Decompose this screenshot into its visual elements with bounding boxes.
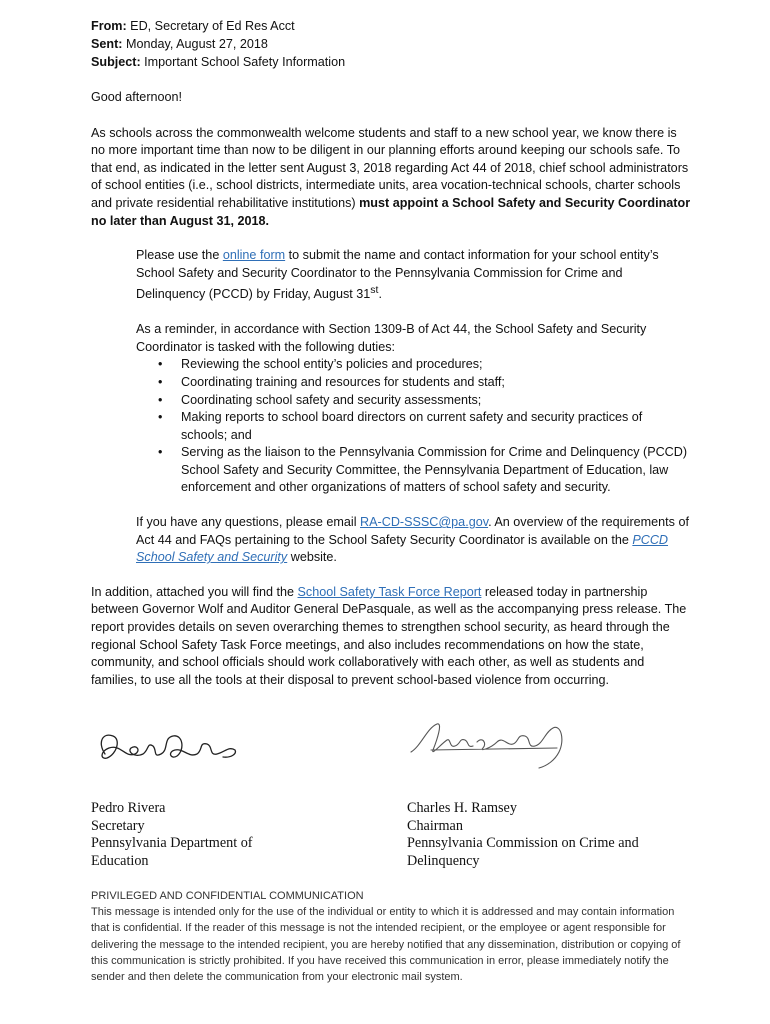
- signatory-org: Pennsylvania Commission on Crime and Delinquency: [407, 835, 639, 869]
- bullet-icon: •: [158, 357, 163, 372]
- duties-list: [136, 356, 691, 497]
- online-form-paragraph: Please use the online form to submit the name and contact information for your school entity’s School Safety and Security Coordinator to the Pennsylvania Commission for Crime and Delinquency (PCCD) by Friday, August 31st.: [136, 248, 659, 302]
- list-item: • Coordinating school safety and security assessments;: [136, 392, 691, 410]
- bullet-icon: •: [158, 445, 163, 460]
- pccd-website-link[interactable]: PCCD School Safety and Security: [136, 532, 669, 565]
- ramsey-signature-icon: [407, 718, 587, 774]
- bullet-icon: •: [158, 374, 163, 389]
- signatory-rivera: [91, 800, 281, 870]
- signatures-section: [91, 718, 711, 878]
- questions-paragraph: If you have any questions, please email RA-CD-SSSC@pa.gov. An overview of the requirements of Act 44 and FAQs pertaining to the School Safety Security Coordinator is available on the PCCD School Safety and Security website.: [136, 515, 689, 565]
- signatory-name: Charles H. Ramsey: [407, 800, 517, 816]
- greeting: Good afternoon!: [91, 90, 183, 104]
- from-line: From: ED, Secretary of Ed Res Acct: [91, 19, 295, 33]
- list-item: • Making reports to school board directors on current safety and security practices of schools; and: [158, 410, 643, 442]
- deadline-emphasis: must appoint a School Safety and Security Coordinator no later than August 31, 2018.: [91, 195, 691, 228]
- signatory-name: Pedro Rivera: [91, 800, 166, 816]
- list-item: • Coordinating training and resources for students and staff;: [136, 374, 691, 392]
- rivera-signature-icon: [91, 724, 241, 774]
- online-form-link[interactable]: online form: [222, 248, 286, 263]
- signatory-title: Chairman: [407, 817, 463, 834]
- signatory-title: Secretary: [91, 817, 145, 834]
- bullet-icon: •: [158, 410, 163, 425]
- reminder-section: [136, 321, 691, 497]
- intro-paragraph: As schools across the commonwealth welcome students and staff to a new school year, we know there is no more important time than now to be diligent in our planning efforts around keeping our schools safe. To that end, as indicated in the letter sent August 3, 2018 regarding Act 44 of 2018, chief school administrators of school entities (i.e., school districts, intermediate units, area vocation-technical schools, charter schools and private residential rehabilitative institutions) must appoint a School Safety and Security Coordinator no later than August 31, 2018.: [91, 125, 691, 228]
- bullet-icon: •: [158, 392, 163, 407]
- task-force-report-link[interactable]: School Safety Task Force Report: [297, 584, 482, 599]
- list-item: • Serving as the liaison to the Pennsylvania Commission for Crime and Delinquency (PCCD) School Safety and Security Committee, the Pennsylvania Department of Education, law enforcement and other organizations of matters of school safety and security.: [158, 445, 688, 495]
- reminder-intro: As a reminder, in accordance with Section 1309-B of Act 44, the School Safety and Security Coordinator is tasked with the following duties:: [136, 322, 647, 354]
- subject-line: Subject: Important School Safety Information: [91, 55, 346, 69]
- notice-heading: PRIVILEGED AND CONFIDENTIAL COMMUNICATION: [91, 890, 364, 902]
- sent-line: Sent: Monday, August 27, 2018: [91, 37, 268, 51]
- email-header: [91, 17, 691, 71]
- additional-paragraph: In addition, attached you will find the School Safety Task Force Report released today in partnership between Governor Wolf and Auditor General DePasquale, as well as the accompanying press release. The report provides details on seven overarching themes to strengthen school security, as heard through the regional School Safety Task Force meetings, and also includes recommendations on how the state, community, and school officials should work collaboratively with each other, as well as students and families, to use all the tools at their disposal to prevent school-based violence from occurring.: [91, 584, 687, 687]
- signatory-org: Pennsylvania Department of Education: [91, 835, 253, 869]
- confidentiality-notice: [91, 888, 681, 985]
- email-link[interactable]: RA-CD-SSSC@pa.gov: [360, 515, 489, 530]
- list-item: • Reviewing the school entity’s policies and procedures;: [136, 356, 691, 374]
- notice-body: This message is intended only for the use of the individual or entity to which it is addressed and may contain information that is confidential. If the reader of this message is not the intended recipient, or the employee or agent responsible for delivering the message to the intended recipient, you are hereby notified that any dissemination, distribution or copying of this communication is strictly prohibited. If you have received this communication in error, please immediately notify the sender and then delete the communication from your electronic mail system.: [91, 906, 681, 984]
- email-document: [91, 17, 691, 689]
- signatory-ramsey: [407, 800, 647, 870]
